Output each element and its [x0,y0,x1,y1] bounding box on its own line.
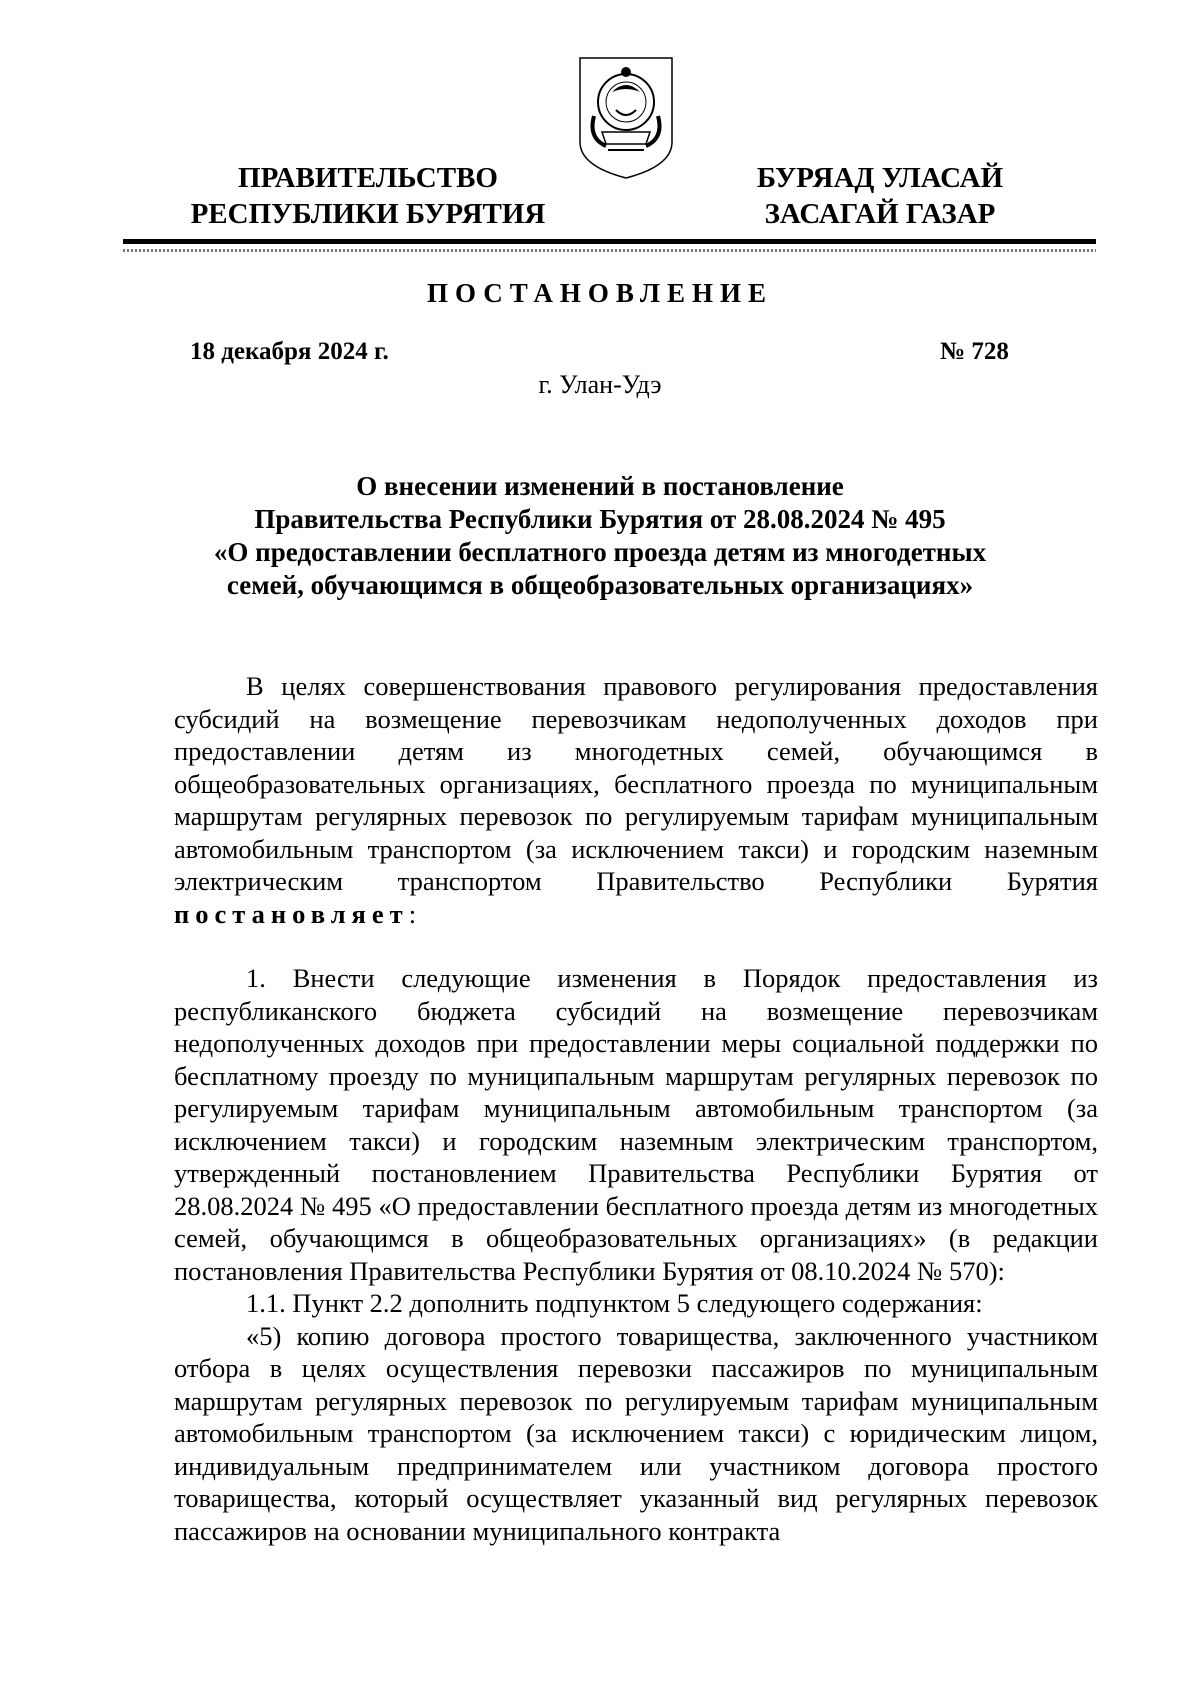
header-right-line1: БУРЯАД УЛАСАЙ [756,162,1004,194]
header-divider-thin [123,249,1096,252]
document-date: 18 декабря 2024 г. [190,338,389,365]
header-government-name [168,160,568,232]
subject-line: Правительства Республики Бурятия от 28.08.2024 № 495 [254,504,946,534]
header-left-line2: РЕСПУБЛИКИ БУРЯТИЯ [190,198,546,230]
decree-word: постановляет [174,898,409,929]
document-number: № 728 [940,338,1009,365]
subject-line: семей, обучающимся в общеобразовательных организациях» [226,570,974,600]
subject-line: О внесении изменений в постановление [356,471,844,501]
header-right-line2: ЗАСАГАЙ ГАЗАР [764,198,996,230]
item-1-paragraph: 1. Внести следующие изменения в Порядок предоставления из республиканского бюджета субсидий на возмещение перевозчикам недополученных доходов при предоставлении меры социальной поддержки по бесплатному проезду по муниципальным маршрутам регулярных перевозок по регулируемым тарифам муниципальным автомобильным транспортом (за исключением такси) и городским наземным электрическим транспортом, утвержденный постановлением Правительства Республики Бурятия от 28.08.2024 № 495 «О предоставлении бесплатного проезда детям из многодетных семей, обучающимся в общеобразовательных организациях» (в редакции постановления Правительства Республики Бурятия от 08.10.2024 № 570): [174,963,1098,1286]
document-city: г. Улан-Удэ [538,370,662,399]
header-divider-thick [123,239,1096,244]
decree-colon: : [408,898,417,929]
document-subject [140,470,1060,602]
preamble-paragraph [174,670,1098,930]
subject-line: «О предоставлении бесплатного проезда детям из многодетных [213,537,987,567]
header-government-name-buryat [740,160,1020,232]
document-title: ПОСТАНОВЛЕНИЕ [426,278,774,308]
item-1-1-paragraph: 1.1. Пункт 2.2 дополнить подпунктом 5 следующего содержания: [246,1288,983,1318]
coat-of-arms-icon [572,50,680,180]
header-left-line1: ПРАВИТЕЛЬСТВО [238,162,498,194]
preamble-text: В целях совершенствования правового регулирования предоставления субсидий на возмещение перевозчикам недополученных доходов при предоставлении детям из многодетных семей, обучающимся в общеобразовательных организациях, бесплатного проезда по муниципальным маршрутам регулярных перевозок по регулируемым тарифам муниципальным автомобильным транспортом (за исключением такси) и городским наземным электрическим транспортом Правительство Республики Бурятия [174,671,1098,896]
item-1-1-text-paragraph: «5) копию договора простого товарищества, заключенного участником отбора в целях осуществления перевозки пассажиров по муниципальным маршрутам регулярных перевозок по регулируемым тарифам муниципальным автомобильным транспортом (за исключением такси) с юридическим лицом, индивидуальным предпринимателем или участником договора простого товарищества, который осуществляет указанный вид регулярных перевозок пассажиров на основании муниципального контракта [174,1320,1098,1546]
document-body [174,670,1098,1547]
